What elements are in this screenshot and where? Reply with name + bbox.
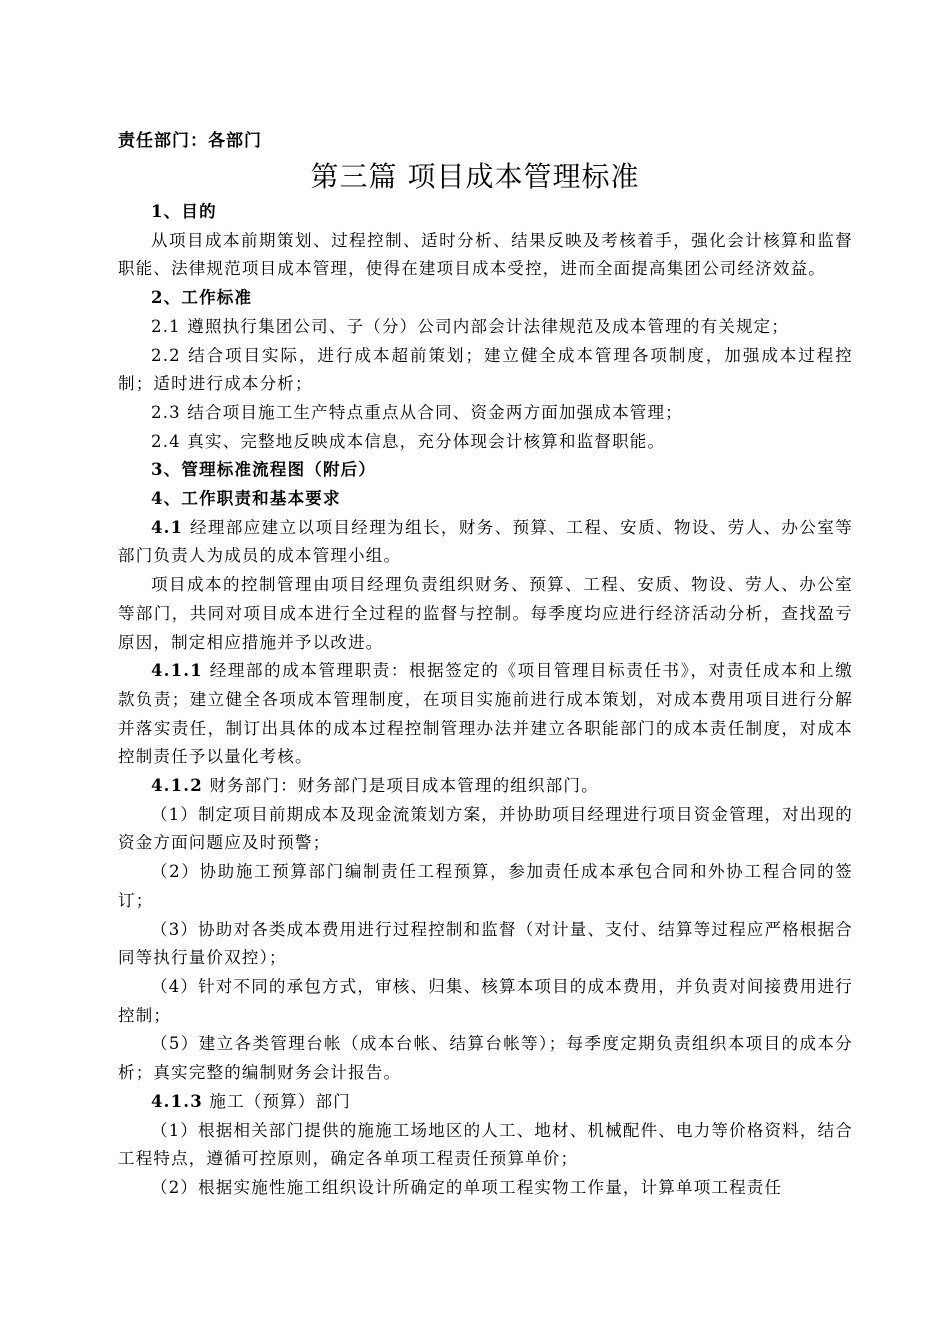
paragraph: 2.1 遵照执行集团公司、子（分）公司内部会计法律规范及成本管理的有关规定； <box>151 316 790 336</box>
section-heading: 2、工作标准 <box>151 288 253 308</box>
numbered-paragraph <box>118 1088 853 1117</box>
paragraph: 2.2 结合项目实际，进行成本超前策划；建立健全成本管理各项制度，加强成本过程控制；适时进行成本分析； <box>118 345 853 394</box>
clause-number: 4.1 <box>151 517 184 537</box>
clause-text: 财务部门：财务部门是项目成本管理的组织部门。 <box>209 776 599 796</box>
paragraph: （3）协助对各类成本费用进行过程控制和监督（对计量、支付、结算等过程应严格根据合同等执行量价双控）； <box>118 919 853 968</box>
clause-text: 经理部应建立以项目经理为组长，财务、预算、工程、安质、物设、劳人、办公室等部门负责人为成员的成本管理小组。 <box>118 517 853 566</box>
paragraph: （2）根据实施性施工组织设计所确定的单项工程实物工作量，计算单项工程责任 <box>151 1177 783 1197</box>
paragraph: （1）根据相关部门提供的施施工场地区的人工、地材、机械配件、电力等价格资料，结合工程特点，遵循可控原则，确定各单项工程责任预算单价； <box>118 1120 853 1169</box>
paragraph: 2.3 结合项目施工生产特点重点从合同、资金两方面加强成本管理； <box>151 402 683 422</box>
numbered-paragraph <box>118 514 853 571</box>
clause-text: 经理部的成本管理职责：根据签定的《项目管理目标责任书》，对责任成本和上缴款负责；建立健全各项成本管理制度，在项目实施前进行成本策划，对成本费用项目进行分解并落实责任，制订出具体的成本过程控制管理办法并建立各职能部门的成本责任制度，对成本控制责任予以量化考核。 <box>118 661 853 767</box>
numbered-paragraph <box>118 772 853 801</box>
clause-number: 4.1.1 <box>151 661 203 681</box>
document-body <box>118 198 853 1203</box>
paragraph: 2.4 真实、完整地反映成本信息，充分体现会计核算和监督职能。 <box>151 431 666 451</box>
section-heading: 3、管理标准流程图（附后） <box>151 460 377 480</box>
paragraph: （4）针对不同的承包方式，审核、归集、核算本项目的成本费用，并负责对间接费用进行控制； <box>118 976 853 1025</box>
clause-text: 施工（预算）部门 <box>209 1091 351 1111</box>
responsible-department: 责任部门：各部门 <box>118 131 262 151</box>
paragraph: 项目成本的控制管理由项目经理负责组织财务、预算、工程、安质、物设、劳人、办公室等部门，共同对项目成本进行全过程的监督与控制。每季度均应进行经济活动分析，查找盈亏原因，制定相应措施并予以改进。 <box>118 575 853 652</box>
section-heading: 4、工作职责和基本要求 <box>151 489 341 509</box>
paragraph: 从项目成本前期策划、过程控制、适时分析、结果反映及考核着手，强化会计核算和监督职能、法律规范项目成本管理，使得在建项目成本受控，进而全面提高集团公司经济效益。 <box>118 230 853 279</box>
paragraph: （5）建立各类管理台帐（成本台帐、结算台帐等）；每季度定期负责组织本项目的成本分析；真实完整的编制财务会计报告。 <box>118 1034 853 1083</box>
page-title: 第三篇 项目成本管理标准 <box>310 160 640 193</box>
clause-number: 4.1.3 <box>151 1091 203 1111</box>
clause-number: 4.1.2 <box>151 776 203 796</box>
paragraph: （2）协助施工预算部门编制责任工程预算，参加责任成本承包合同和外协工程合同的签订； <box>118 862 853 910</box>
paragraph: （1）制定项目前期成本及现金流策划方案，并协助项目经理进行项目资金管理，对出现的资金方面问题应及时预警； <box>118 804 853 853</box>
numbered-paragraph <box>118 657 853 772</box>
section-heading: 1、目的 <box>151 202 217 221</box>
